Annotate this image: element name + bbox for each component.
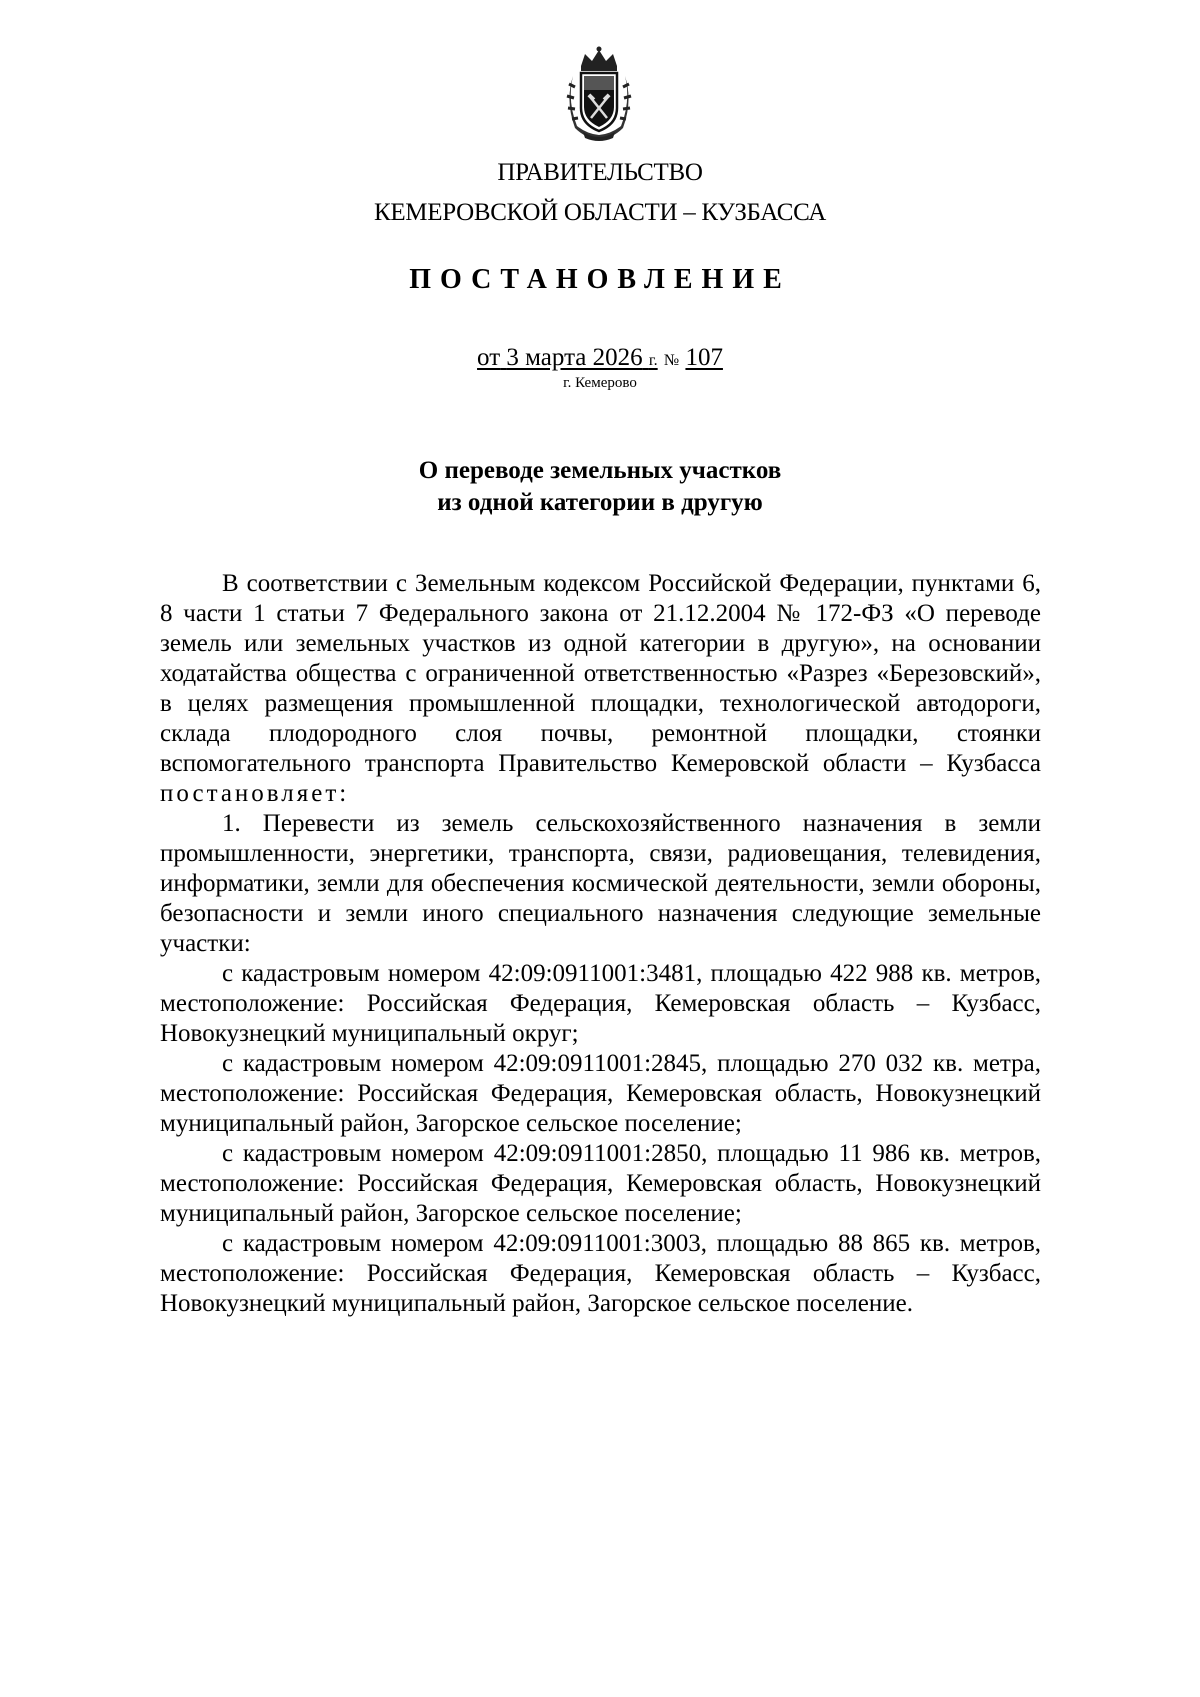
- subject-line2: из одной категории в другую: [437, 489, 763, 516]
- date-prefix: от: [477, 344, 501, 371]
- document-type-title: ПОСТАНОВЛЕНИЕ: [409, 264, 791, 295]
- year-suffix: г.: [648, 352, 658, 369]
- parcel-item: с кадастровым номером 42:09:0911001:3481, площадью 422 988 кв. метров, местоположение: Российская Федерация, Кемеровская область – Кузбасс, Новокузнецкий муниципальный округ;: [160, 960, 1041, 1047]
- parcel-item: с кадастровым номером 42:09:0911001:3003, площадью 88 865 кв. метров, местоположение: Российская Федерация, Кемеровская область – Кузбасс, Новокузнецкий муниципальный район, Загорское сельское поселение.: [160, 1230, 1041, 1317]
- document-body: [160, 569, 1041, 1319]
- organization-name-line1: ПРАВИТЕЛЬСТВО: [497, 159, 703, 186]
- preamble-verb: постановляет:: [160, 780, 350, 807]
- document-number: 107: [685, 344, 723, 371]
- city-name: г. Кемерово: [563, 375, 637, 391]
- organization-name-line2: КЕМЕРОВСКОЙ ОБЛАСТИ – КУЗБАССА: [373, 199, 827, 226]
- preamble-text: В соответствии с Земельным кодексом Российской Федерации, пунктами 6, 8 части 1 статьи 7 Федерального закона от 21.12.2004 № 172-ФЗ «О переводе земель или земельных участков из одной категории в другую», на основании ходатайства общества с ограниченной ответственностью «Разрез «Березовский», в целях размещения промышленной площадки, технологической автодороги, склада плодородного слоя почвы, ремонтной площадки, стоянки вспомогательного транспорта Правительство Кемеровской области – Кузбасса: [160, 570, 1041, 777]
- coat-of-arms-icon: [559, 46, 639, 142]
- subject-line1: О переводе земельных участков: [418, 457, 782, 484]
- preamble-paragraph: [160, 569, 1041, 809]
- clause-1-paragraph: 1. Перевести из земель сельскохозяйственного назначения в земли промышленности, энергетики, транспорта, связи, радиовещания, телевидения, информатики, земли для обеспечения космической деятельности, земли обороны, безопасности и земли иного специального назначения следующие земельные участки:: [160, 810, 1041, 957]
- parcel-item: с кадастровым номером 42:09:0911001:2850, площадью 11 986 кв. метров, местоположение: Российская Федерация, Кемеровская область, Новокузнецкий муниципальный район, Загорское сельское поселение;: [160, 1140, 1041, 1227]
- number-sign: №: [663, 352, 680, 369]
- parcel-item: с кадастровым номером 42:09:0911001:2845, площадью 270 032 кв. метра, местоположение: Российская Федерация, Кемеровская область, Новокузнецкий муниципальный район, Загорское сельское поселение;: [160, 1050, 1041, 1137]
- document-date: 3 марта 2026: [506, 344, 643, 371]
- document-date-number: [0, 344, 1200, 372]
